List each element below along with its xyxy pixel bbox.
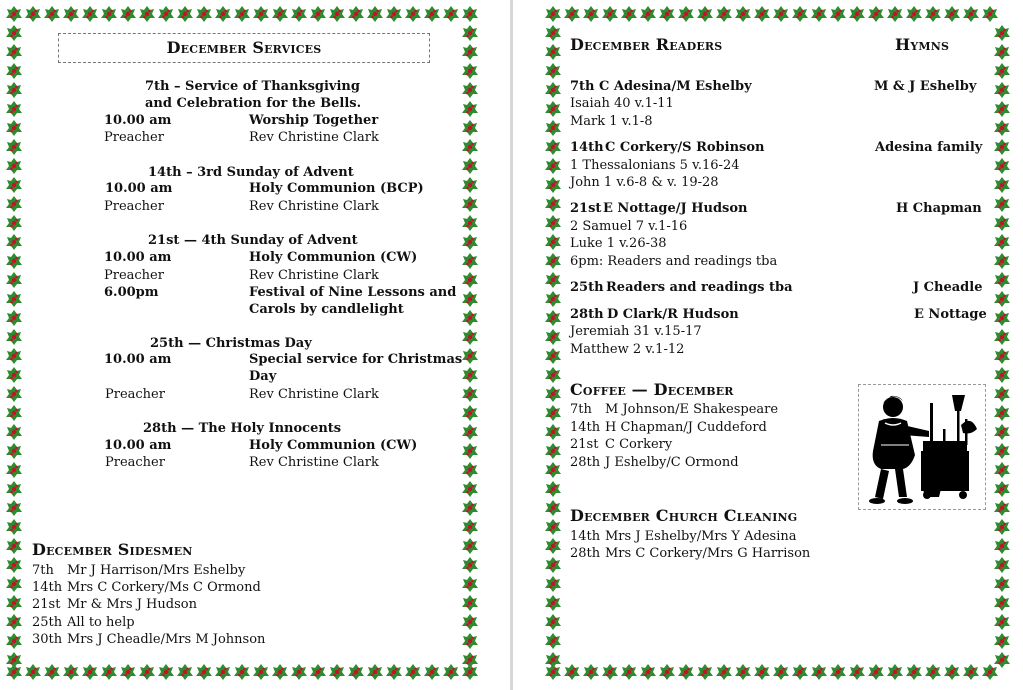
- left-page: [0, 0, 510, 690]
- coffee-title: Coffee — December: [570, 380, 734, 399]
- reader-date: 21st: [570, 201, 602, 216]
- service-name: Holy Communion (CW): [249, 250, 418, 265]
- hymns-by: E Nottage: [914, 307, 987, 322]
- service-heading: 21st — 4th Sunday of Advent: [148, 233, 358, 248]
- service-heading: and Celebration for the Bells.: [145, 96, 362, 111]
- preacher-name: Rev Christine Clark: [249, 455, 379, 470]
- reading: Jeremiah 31 v.15-17: [570, 324, 702, 339]
- service-heading: 25th — Christmas Day: [150, 336, 312, 351]
- sidesmen-date: 14th: [32, 580, 63, 595]
- service-heading: 28th — The Holy Innocents: [143, 421, 342, 436]
- coffee-names: J Eshelby/C Ormond: [605, 455, 739, 470]
- coffee-date: 14th: [570, 420, 601, 435]
- preacher-name: Rev Christine Clark: [249, 268, 379, 283]
- preacher-name: Rev Christine Clark: [249, 387, 379, 402]
- coffee-date: 7th: [570, 402, 592, 417]
- reading: Matthew 2 v.1-12: [570, 342, 685, 357]
- service-time: 6.00pm: [104, 285, 159, 300]
- preacher-name: Rev Christine Clark: [249, 199, 379, 214]
- service-name: Holy Communion (CW): [249, 438, 418, 453]
- reader-date: 14th: [570, 140, 604, 155]
- reading: Luke 1 v.26-38: [570, 236, 667, 251]
- reading: 1 Thessalonians 5 v.16-24: [570, 158, 740, 173]
- cleaning-title: December Church Cleaning: [570, 506, 798, 525]
- sidesmen-date: 21st: [32, 597, 61, 612]
- reader-names: C Corkery/S Robinson: [605, 140, 765, 155]
- reader-date: 28th: [570, 307, 604, 322]
- sidesmen-title: December Sidesmen: [32, 540, 193, 559]
- hymns-by: M & J Eshelby: [874, 79, 977, 94]
- cleaning-date: 14th: [570, 529, 601, 544]
- sidesmen-name: All to help: [67, 615, 135, 630]
- reader-names: C Adesina/M Eshelby: [599, 79, 752, 94]
- preacher-label: Preacher: [105, 455, 165, 470]
- cleaning-date: 28th: [570, 546, 601, 561]
- reading: Isaiah 40 v.1-11: [570, 96, 674, 111]
- sidesmen-date: 30th: [32, 632, 63, 647]
- service-time: 10.00 am: [104, 113, 172, 128]
- reader-names: D Clark/R Hudson: [607, 307, 739, 322]
- hymns-by: Adesina family: [875, 140, 983, 155]
- sidesmen-name: Mr & Mrs J Hudson: [67, 597, 197, 612]
- service-name: Day: [249, 369, 277, 384]
- service-heading: 7th – Service of Thanksgiving: [145, 79, 360, 94]
- service-time: 10.00 am: [104, 352, 172, 367]
- service-time: 10.00 am: [104, 250, 172, 265]
- coffee-names: H Chapman/J Cuddeford: [605, 420, 767, 435]
- reading: 2 Samuel 7 v.1-16: [570, 219, 688, 234]
- service-time: 10.00 am: [104, 438, 172, 453]
- sidesmen-name: Mrs C Corkery/Ms C Ormond: [67, 580, 261, 595]
- preacher-label: Preacher: [104, 268, 164, 283]
- cleaner-clipart-icon: [858, 384, 986, 510]
- preacher-label: Preacher: [104, 130, 164, 145]
- services-title: December Services: [58, 33, 430, 63]
- preacher-label: Preacher: [104, 199, 164, 214]
- sidesmen-name: Mr J Harrison/Mrs Eshelby: [67, 563, 246, 578]
- service-heading: 14th – 3rd Sunday of Advent: [148, 165, 354, 180]
- service-time: 10.00 am: [105, 181, 173, 196]
- hymns-by: J Cheadle: [913, 280, 983, 295]
- reading: Mark 1 v.1-8: [570, 114, 653, 129]
- preacher-label: Preacher: [105, 387, 165, 402]
- service-name: Holy Communion (BCP): [249, 181, 424, 196]
- sidesmen-date: 25th: [32, 615, 63, 630]
- hymns-title: Hymns: [895, 35, 950, 54]
- reading: John 1 v.6-8 & v. 19-28: [570, 175, 719, 190]
- sidesmen-date: 7th: [32, 563, 54, 578]
- cleaning-names: Mrs C Corkery/Mrs G Harrison: [605, 546, 811, 561]
- service-name: Special service for Christmas: [249, 352, 463, 367]
- readers-title: December Readers: [570, 35, 723, 54]
- service-name: Worship Together: [249, 113, 379, 128]
- reader-date: 25th: [570, 280, 604, 295]
- reader-names: E Nottage/J Hudson: [603, 201, 748, 216]
- preacher-name: Rev Christine Clark: [249, 130, 379, 145]
- sidesmen-name: Mrs J Cheadle/Mrs M Johnson: [67, 632, 266, 647]
- cleaning-names: Mrs J Eshelby/Mrs Y Adesina: [605, 529, 797, 544]
- service-name: Carols by candlelight: [249, 302, 404, 317]
- hymns-by: H Chapman: [896, 201, 982, 216]
- reading: 6pm: Readers and readings tba: [570, 254, 778, 269]
- coffee-names: M Johnson/E Shakespeare: [605, 402, 779, 417]
- coffee-date: 28th: [570, 455, 601, 470]
- reader-date: 7th: [570, 79, 595, 94]
- coffee-names: C Corkery: [605, 437, 673, 452]
- coffee-date: 21st: [570, 437, 599, 452]
- service-name: Festival of Nine Lessons and: [249, 285, 457, 300]
- reader-names: Readers and readings tba: [606, 280, 793, 295]
